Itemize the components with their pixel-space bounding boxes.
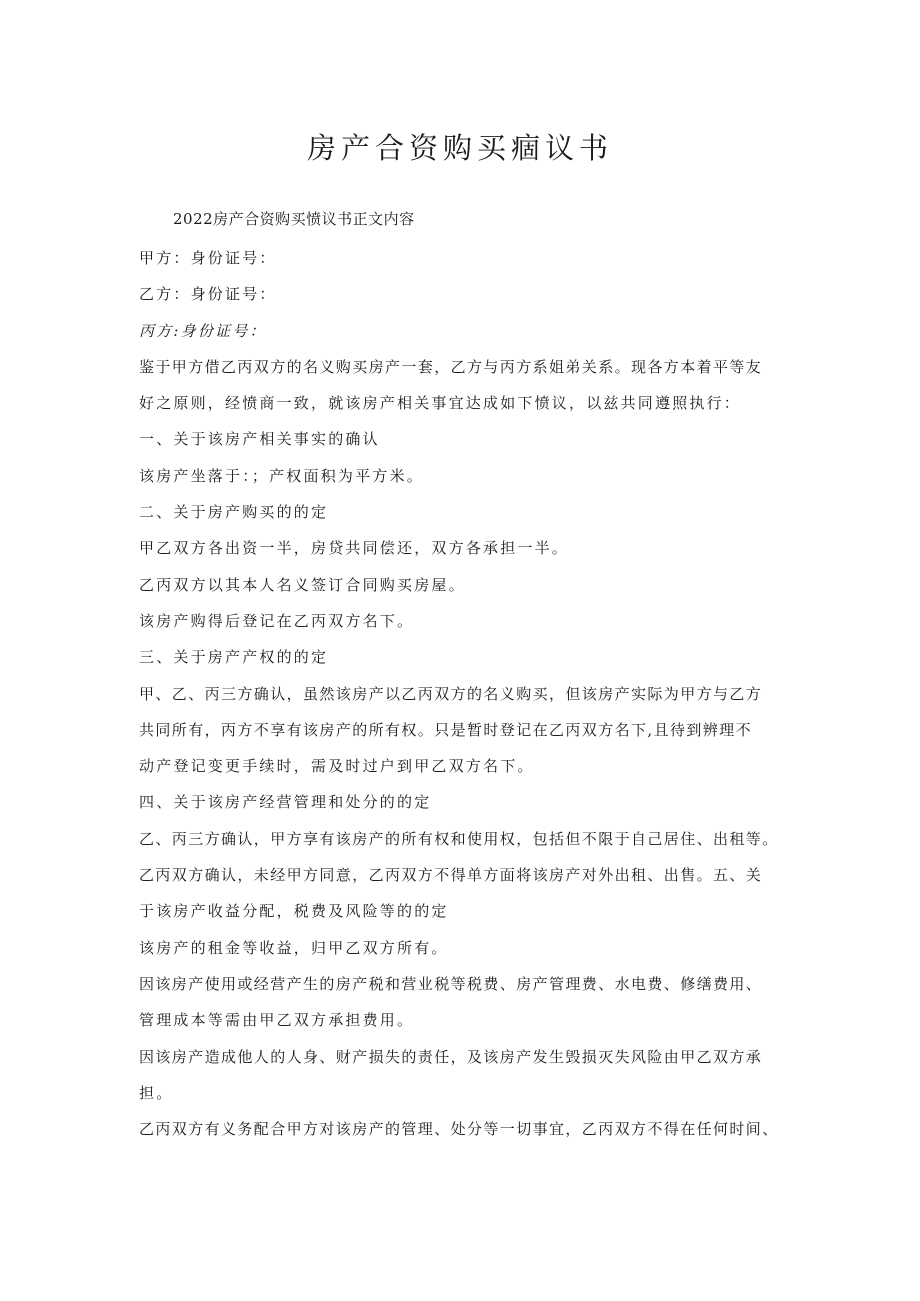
party-a-line: 甲方：身份证号： (139, 249, 277, 267)
paragraph-line: 该房产的租金等收益，归甲乙双方所有。 (139, 938, 449, 957)
paragraph-line: 共同所有，丙方不享有该房产的所有权。只是暂时登记在乙丙双方名下,且待到辨理不 (139, 720, 752, 739)
paragraph-line: 于该房产收益分配，税费及风险等的的定 (139, 902, 449, 921)
document-body (139, 240, 799, 1147)
paragraph-line: 甲、乙、丙三方确认，虽然该房产以乙丙双方的名义购买，但该房产实际为甲方与乙方 (139, 684, 763, 703)
party-b-line: 乙方：身份证号： (139, 285, 277, 304)
section-heading: 三、关于房产产权的的定 (139, 648, 329, 667)
paragraph-line: 该房产坐落于：；产权面积为平方米。 (139, 466, 424, 485)
document-subtitle: 2022房产合资购买愤议书正文内容 (173, 210, 415, 228)
section-heading: 二、关于房产购买的的定 (139, 503, 329, 522)
paragraph-line: 乙丙双方有义务配合甲方对该房产的管理、处分等一切事宜，乙丙双方不得在任何时间、 (139, 1120, 779, 1139)
paragraph-line: 鉴于甲方借乙丙双方的名义购买房产一套，乙方与丙方系姐弟关系。现各方本着平等友 (139, 357, 763, 376)
paragraph-line: 动产登记变更手续时，需及时过户到甲乙双方名下。 (139, 757, 535, 776)
paragraph-line: 担。 (139, 1083, 174, 1102)
paragraph-line: 因该房产使用或经营产生的房产税和营业税等税费、房产管理费、水电费、修缮费用、 (139, 974, 763, 993)
paragraph-line: 乙、丙三方确认，甲方享有该房产的所有权和使用权，包括但不限于自己居住、出租等。 (139, 829, 779, 848)
paragraph-line: 乙丙双方以其本人名义签订合同购买房屋。 (139, 575, 466, 594)
paragraph-line: 因该房产造成他人的人身、财产损失的责任，及该房产发生毁损灭失风险由甲乙双方承 (139, 1047, 763, 1066)
paragraph-line: 好之原则，经愤商一致，就该房产相关事宜达成如下愤议，以兹共同遵照执行： (139, 394, 742, 413)
paragraph-line: 该房产购得后登记在乙丙双方名下。 (139, 611, 415, 630)
section-heading: 一、关于该房产相关事实的确认 (139, 430, 380, 449)
paragraph-line: 乙丙双方确认，未经甲方同意，乙丙双方不得单方面将该房产对外出租、出售。五、关 (139, 866, 763, 885)
document-title: 房产合资购买痼议书 (306, 131, 613, 165)
paragraph-line: 管理成本等需由甲乙双方承担费用。 (139, 1011, 415, 1030)
section-heading: 四、关于该房产经营管理和处分的的定 (139, 793, 432, 812)
paragraph-line: 甲乙双方各出资一半，房贷共同偿还，双方各承担一半。 (139, 539, 570, 558)
party-c-line: 丙方:身份证号： (139, 321, 267, 340)
